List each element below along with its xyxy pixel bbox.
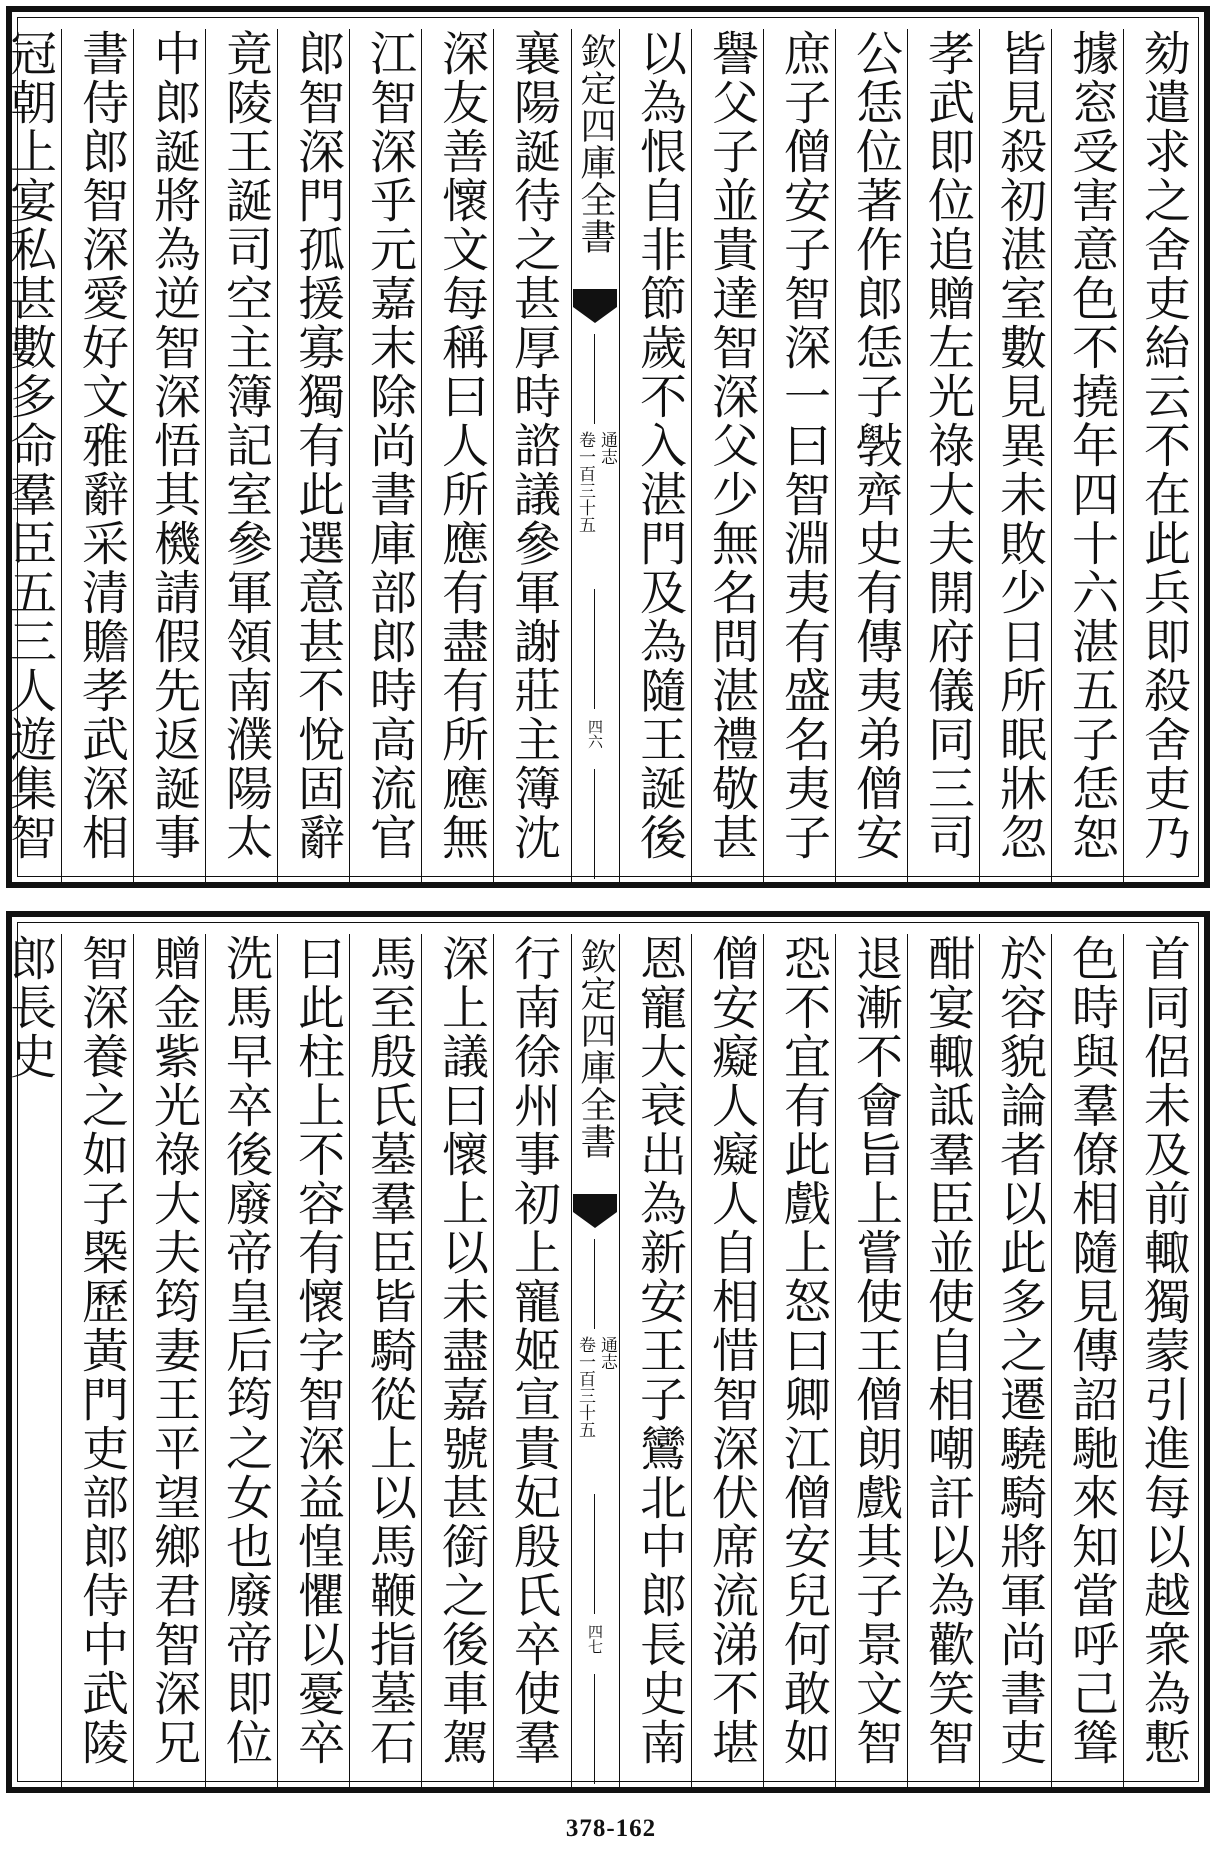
page-label: 378-162 [565, 1815, 657, 1842]
text-column: 據窓受害意色不撓年四十六湛五子恁恕 [1064, 29, 1119, 862]
fold-line [594, 1239, 595, 1329]
text-column: 於容貌論者以此多之遷驍騎將軍尚書吏 [992, 934, 1047, 1767]
text-column: 庶子僧安子智深一曰智淵夷有盛名夷子 [776, 29, 831, 862]
text-column: 譽父子並貴達智深父少無名問湛禮敬甚 [704, 29, 759, 862]
text-column: 皆見殺初湛室數見異未敗少日所眠牀忽 [992, 29, 1047, 862]
column-rule [619, 29, 620, 885]
center-fold [573, 934, 617, 1790]
text-column: 贈金紫光祿大夫筠妻王平望鄉君智深兄 [146, 934, 201, 1767]
fold-line [594, 334, 595, 424]
fold-line [594, 769, 595, 879]
text-column: 首同侶未及前輙獨蒙引進每以越衆為慙 [1136, 934, 1191, 1767]
column-rule [619, 934, 620, 1790]
fold-volume: 卷一百三十五 [575, 431, 595, 533]
fold-volume: 卷一百三十五 [575, 1336, 595, 1438]
text-column: 僧安癡人癡人自相惜智深伏席流涕不堪 [704, 934, 759, 1767]
fold-line [594, 1494, 595, 1614]
text-column: 色時與羣僚相隨見傳詔馳來知當呼己聳 [1064, 934, 1119, 1767]
text-column: 馬至殷氏墓羣臣皆騎從上以馬鞭指墓石 [362, 934, 417, 1767]
text-column: 曰此柱上不容有懷字智深益惶懼以憂卒 [290, 934, 345, 1767]
text-column: 郎智深門孤援寡獨有此選意甚不悅固辭 [290, 29, 345, 862]
column-rule [571, 934, 572, 1790]
text-column: 恩寵大衰出為新安王子鸞北中郎長史南 [632, 934, 687, 1767]
fishtail-ornament-icon [573, 1194, 617, 1234]
fold-page-number: 四七 [586, 1624, 604, 1654]
text-column: 公恁位著作郎恁子斅齊史有傳夷弟僧安 [848, 29, 903, 862]
fold-meta [573, 431, 617, 581]
text-column: 襄陽誕待之甚厚時諮議參軍謝莊主簿沈 [506, 29, 561, 862]
text-column: 退漸不會旨上嘗使王僧朗戲其子景文智 [848, 934, 903, 1767]
fold-meta [573, 1336, 617, 1486]
fold-line [594, 1674, 595, 1784]
text-column: 智深養之如子槩歷黃門吏部郎侍中武陵 [74, 934, 129, 1767]
text-column: 劾遣求之舍吏紿云不在此兵即殺舍吏乃 [1136, 29, 1191, 862]
upper-page [0, 0, 1222, 900]
fold-book-title: 通志 [597, 431, 617, 465]
fold-page-number: 四六 [586, 719, 604, 749]
text-column: 書侍郎智深愛好文雅辭采清贍孝武深相 [74, 29, 129, 862]
fold-line [594, 589, 595, 709]
text-column: 行南徐州事初上寵姬宣貴妃殷氏卒使羣 [506, 934, 561, 1767]
fold-title: 欽定四庫全書 [575, 33, 616, 255]
text-column: 深上議曰懷上以未盡嘉號甚銜之後車駕 [434, 934, 489, 1767]
text-column: 郎長史 [2, 934, 57, 1081]
upper-page-frame [2, 6, 1210, 888]
text-column: 恐不宜有此戲上怒曰卿江僧安兒何敢如 [776, 934, 831, 1767]
text-column: 冠朝上宴私甚數多命羣臣五三人遊集智 [2, 29, 57, 862]
text-column: 深友善懷文每稱曰人所應有盡有所應無 [434, 29, 489, 862]
fold-book-title: 通志 [597, 1336, 617, 1370]
text-column: 竟陵王誕司空主簿記室參軍領南濮陽太 [218, 29, 273, 862]
text-column: 洗馬早卒後廢帝皇后筠之女也廢帝即位 [218, 934, 273, 1767]
column-rule [571, 29, 572, 885]
lower-page-frame [2, 911, 1210, 1793]
text-column: 以為恨自非節歲不入湛門及為隨王誕後 [632, 29, 687, 862]
text-column: 江智深乎元嘉末除尚書庫部郎時高流官 [362, 29, 417, 862]
text-column: 酣宴輙詆羣臣並使自相嘲訐以為歡笑智 [920, 934, 975, 1767]
center-fold [573, 29, 617, 885]
text-column: 中郎誕將為逆智深悟其機請假先返誕事 [146, 29, 201, 862]
fold-title: 欽定四庫全書 [575, 938, 616, 1160]
text-column: 孝武即位追贈左光祿大夫開府儀同三司 [920, 29, 975, 862]
lower-page [0, 905, 1222, 1805]
fishtail-ornament-icon [573, 289, 617, 329]
